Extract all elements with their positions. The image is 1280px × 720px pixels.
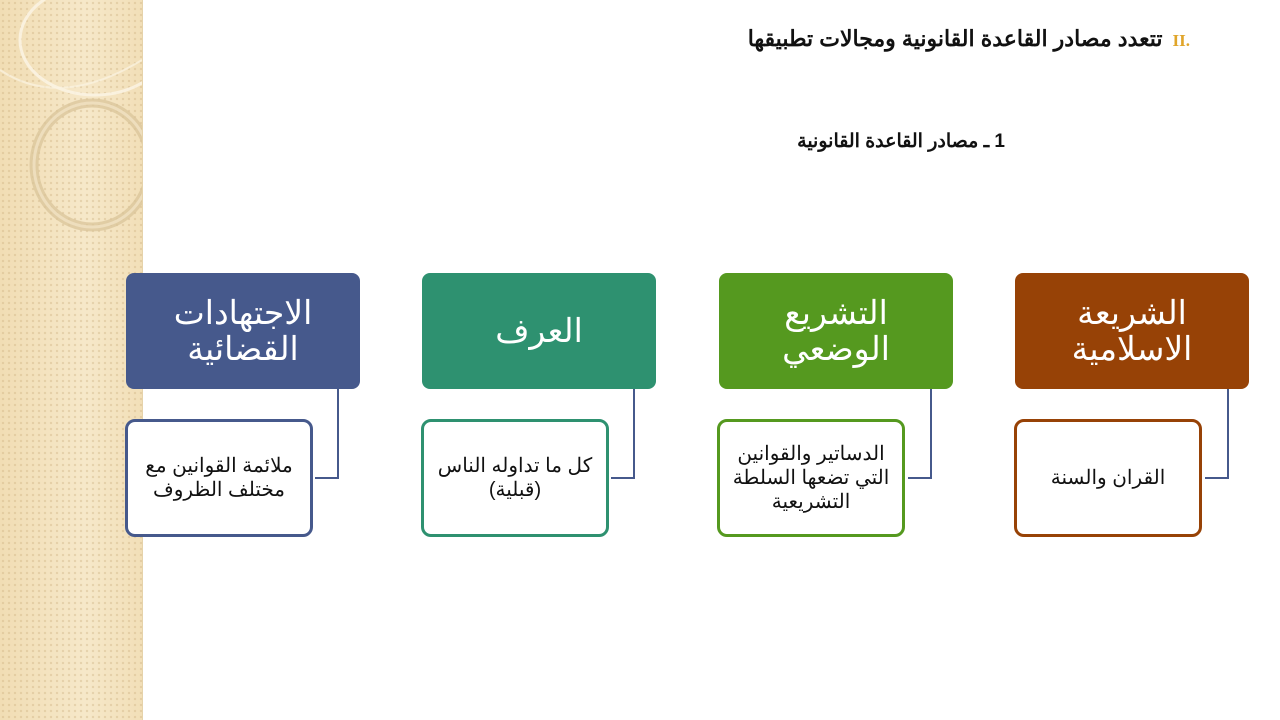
source-card-islamic-sharia: الشريعة الاسلامية — [1015, 273, 1249, 389]
connector-3 — [611, 388, 634, 478]
section-subtitle: 1 ـ مصادر القاعدة القانونية — [797, 131, 1005, 152]
source-card-custom: العرف — [422, 273, 656, 389]
detail-box-custom: كل ما تداوله الناس (قبلية) — [421, 419, 609, 537]
source-card-judicial-rulings: الاجتهادات القضائية — [126, 273, 360, 389]
connector-1 — [1205, 388, 1228, 478]
detail-box-islamic-sharia: القران والسنة — [1014, 419, 1202, 537]
section-number: .II — [1172, 31, 1190, 50]
slide-title — [748, 26, 1190, 52]
detail-box-positive-legislation: الدساتير والقوانين التي تضعها السلطة التشريعية — [717, 419, 905, 537]
connector-4 — [315, 388, 338, 478]
detail-box-judicial-rulings: ملائمة القوانين مع مختلف الظروف — [125, 419, 313, 537]
decorative-side-panel — [0, 0, 143, 720]
title-text: تتعدد مصادر القاعدة القانونية ومجالات تطبيقها — [747, 26, 1163, 51]
connector-2 — [908, 388, 931, 478]
decorative-rings — [0, 0, 142, 720]
source-card-positive-legislation: التشريع الوضعي — [719, 273, 953, 389]
